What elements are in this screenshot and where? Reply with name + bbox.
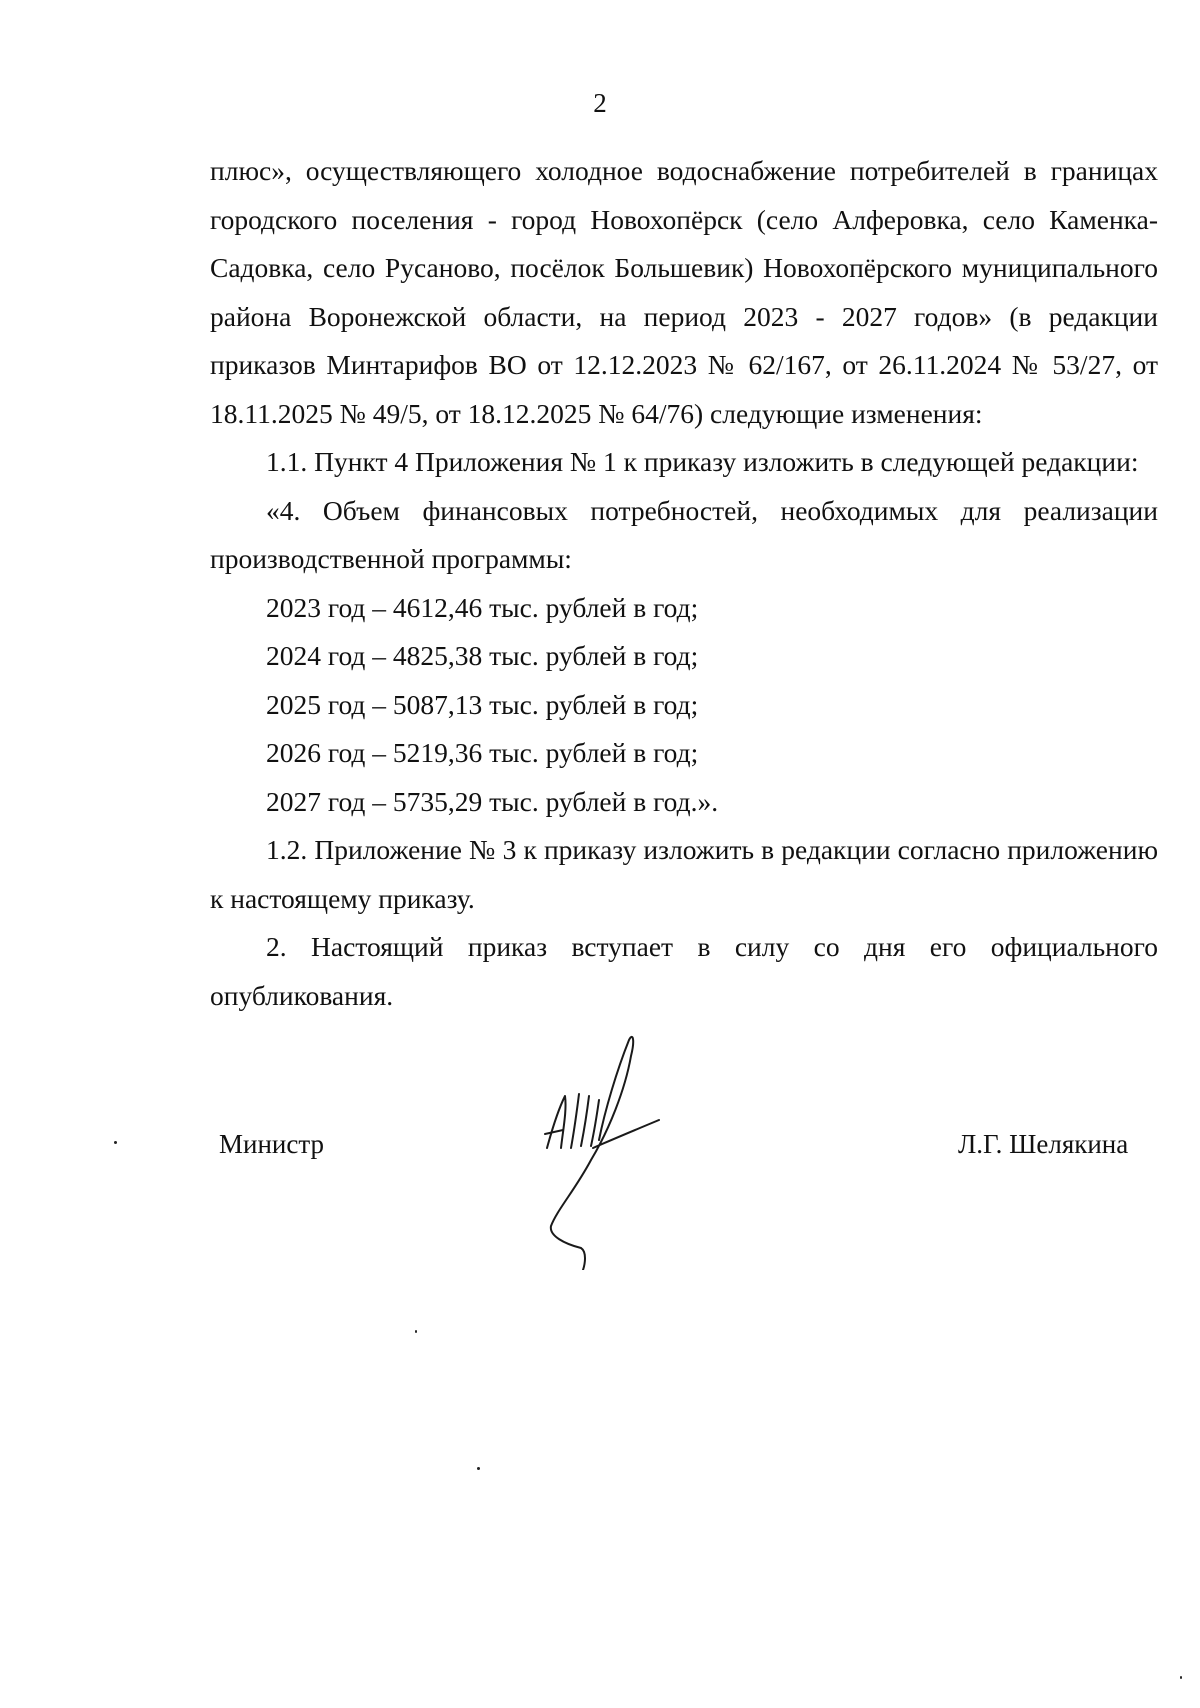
paragraph-1-2: 1.2. Приложение № 3 к приказу изложить в редакции согласно приложению к настоящему приказу. xyxy=(210,834,1158,914)
scan-speck xyxy=(415,1330,417,1333)
financing-line: 2023 год – 4612,46 тыс. рублей в год; xyxy=(266,591,699,623)
document-body xyxy=(210,147,1158,1020)
signatory-title: Министр xyxy=(219,1129,324,1159)
financing-line: 2025 год – 5087,13 тыс. рублей в год; xyxy=(266,688,699,720)
signatory-name: Л.Г. Шелякина xyxy=(958,1129,1129,1159)
paragraph-1-1: 1.1. Пункт 4 Приложения № 1 к приказу изложить в следующей редакции: xyxy=(266,446,1139,477)
financing-line: 2027 год – 5735,29 тыс. рублей в год.». xyxy=(266,785,719,817)
paragraph-item-4: «4. Объем финансовых потребностей, необходимых для реализации производственной программы: xyxy=(210,494,1158,574)
paragraph-preamble: плюс», осуществляющего холодное водоснабжение потребителей в границах городского поселения - город Новохопёрск (село Алферовка, село Каменка-Садовка, село Русаново, посёлок Большевик) Новохопёрского муниципального района Воронежской области, на период 2023 - 2027 годов» (в редакции приказов Минтарифов ВО от 12.12.2023 № 62/167, от 26.11.2024 № 53/27, от 18.11.2025 № 49/5, от 18.12.2025 № 64/76) следующие изменения: xyxy=(210,155,1158,429)
scan-speck xyxy=(477,1467,480,1470)
page-number: 2 xyxy=(593,88,607,118)
financing-line: 2024 год – 4825,38 тыс. рублей в год; xyxy=(266,640,699,671)
handwritten-signature xyxy=(535,1030,665,1270)
scan-speck xyxy=(114,1141,117,1144)
scan-speck xyxy=(1180,1676,1182,1679)
paragraph-2: 2. Настоящий приказ вступает в силу со дня его официального опубликования. xyxy=(210,931,1158,1011)
financing-line: 2026 год – 5219,36 тыс. рублей в год; xyxy=(266,737,699,768)
